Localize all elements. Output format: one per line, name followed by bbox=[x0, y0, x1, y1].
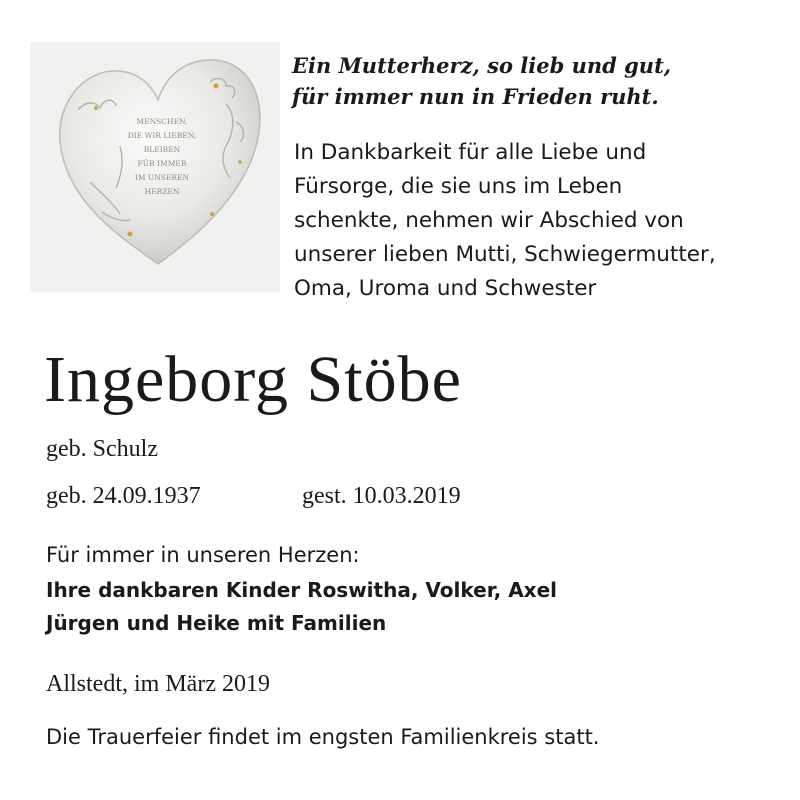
death-date: gest. 10.03.2019 bbox=[302, 483, 461, 509]
engraving-line: IM UNSEREN bbox=[134, 173, 190, 182]
engraving-line: HERZEN bbox=[144, 187, 180, 196]
mourners-line: Jürgen und Heike mit Familien bbox=[46, 611, 387, 635]
gratitude-line: Fürsorge, die sie uns im Leben bbox=[294, 174, 623, 199]
maiden-name: geb. Schulz bbox=[46, 436, 158, 462]
engraving-line: BLEIBEN bbox=[143, 145, 181, 154]
engraving-line: MENSCHEN, bbox=[136, 117, 188, 126]
verse-line: für immer nun in Frieden ruht. bbox=[292, 84, 659, 109]
mourners-intro: Für immer in unseren Herzen: bbox=[46, 543, 360, 567]
gratitude-text bbox=[294, 136, 794, 306]
heart-stone-icon bbox=[30, 42, 280, 292]
mourners-list bbox=[46, 574, 557, 640]
engraving-line: FÜR IMMER bbox=[137, 159, 187, 168]
mourners-line: Ihre dankbaren Kinder Roswitha, Volker, Axel bbox=[46, 578, 557, 602]
gratitude-line: unserer lieben Mutti, Schwiegermutter, bbox=[294, 242, 716, 267]
memorial-verse bbox=[292, 50, 792, 112]
gratitude-line: Oma, Uroma und Schwester bbox=[294, 276, 597, 301]
gratitude-line: schenkte, nehmen wir Abschied von bbox=[294, 208, 684, 233]
place-and-date: Allstedt, im März 2019 bbox=[46, 671, 270, 697]
deceased-name: Ingeborg Stöbe bbox=[44, 343, 462, 416]
funeral-notice: Die Trauerfeier findet im engsten Familienkreis statt. bbox=[46, 725, 600, 749]
engraving-line: DIE WIR LIEBEN, bbox=[127, 131, 197, 140]
memorial-heart-stone-image bbox=[30, 42, 280, 292]
birth-date: geb. 24.09.1937 bbox=[46, 483, 201, 509]
verse-line: Ein Mutterherz, so lieb und gut, bbox=[292, 53, 672, 78]
gratitude-line: In Dankbarkeit für alle Liebe und bbox=[294, 140, 647, 165]
